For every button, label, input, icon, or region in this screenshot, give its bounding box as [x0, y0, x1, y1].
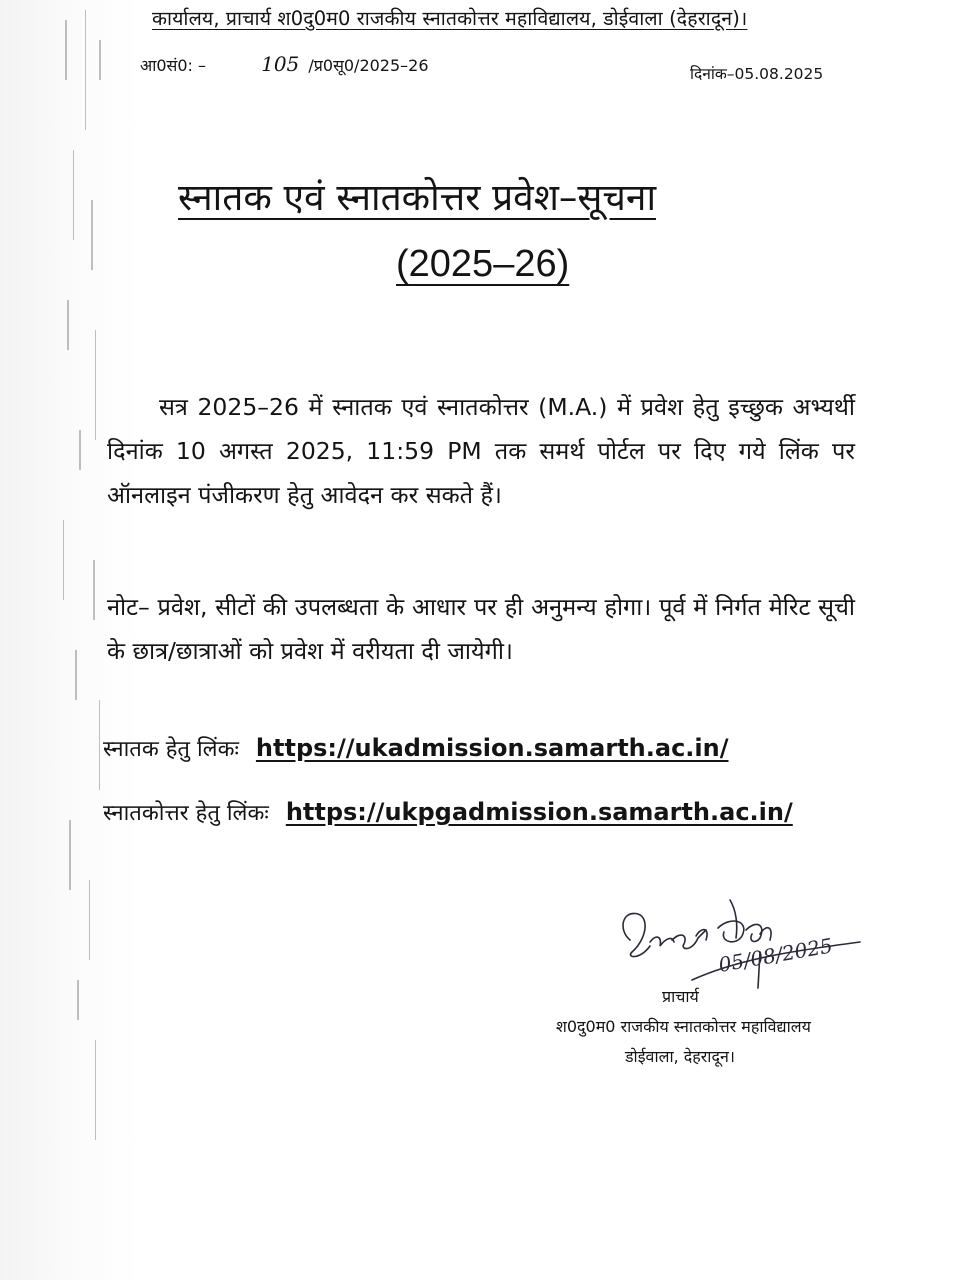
signatory-designation: प्राचार्य [662, 987, 699, 1006]
principal-signature [610, 880, 880, 1000]
notice-title: स्नातक एवं स्नातकोत्तर प्रवेश–सूचना [178, 176, 657, 219]
ug-link-label: स्नातक हेतु लिंकः [103, 737, 239, 762]
ref-suffix: /प्र0सू0/2025–26 [308, 56, 429, 75]
notice-paragraph-main: सत्र 2025–26 में स्नातक एवं स्नातकोत्तर (M.A.) में प्रवेश हेतु इच्छुक अभ्यर्थी दिनांक 10 अगस्त 2025, 11:59 PM तक समर्थ पोर्टल पर दिए गये लिंक पर ऑनलाइन पंजीकरण हेतु आवेदन कर सकते हैं। [107, 393, 855, 509]
pg-admission-link[interactable]: https://ukpgadmission.samarth.ac.in/ [285, 798, 793, 826]
notice-date: दिनांक–05.08.2025 [690, 65, 824, 83]
ref-prefix: आ0सं0: – [140, 56, 207, 75]
ref-number-handwritten: 105 [261, 52, 300, 76]
pg-link-label: स्नातकोत्तर हेतु लिंकः [103, 801, 269, 826]
reference-number [140, 52, 429, 76]
signatory-college: श0दु0म0 राजकीय स्नातकोत्तर महाविद्यालय [556, 1017, 811, 1036]
office-header: कार्यालय, प्राचार्य श0दु0म0 राजकीय स्नातकोत्तर महाविद्यालय, डोईवाला (देहरादून)। [152, 7, 748, 30]
signatory-place: डोईवाला, देहरादून। [625, 1047, 735, 1066]
ug-admission-link[interactable]: https://ukadmission.samarth.ac.in/ [255, 734, 729, 762]
notice-session: (2025–26) [396, 243, 570, 285]
signature-date: 05/08/2025 [716, 933, 835, 977]
notice-paragraph-note: नोट– प्रवेश, सीटों की उपलब्धता के आधार पर ही अनुमन्य होगा। पूर्व में निर्गत मेरिट सूची के छात्र/छात्राओं को प्रवेश में वरीयता दी जायेगी। [107, 593, 855, 665]
ug-link-row [103, 733, 729, 763]
pg-link-row [103, 797, 793, 827]
scan-binding-edge [55, 0, 115, 1180]
